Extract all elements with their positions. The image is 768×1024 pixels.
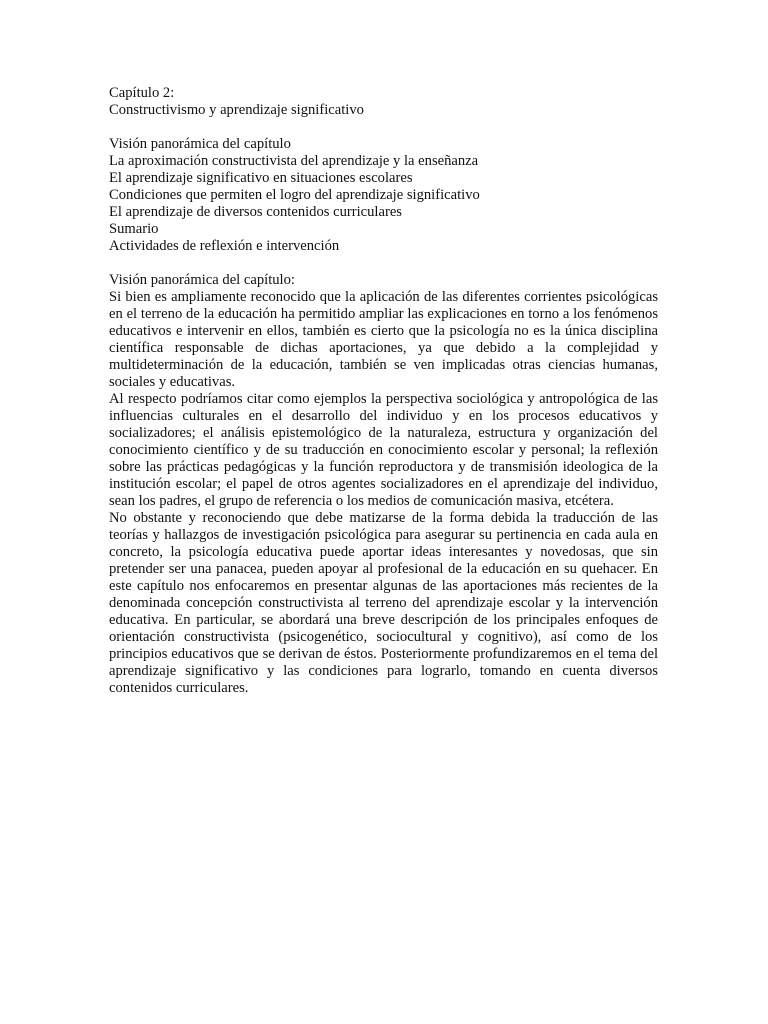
section-body	[109, 272, 658, 697]
table-of-contents	[109, 136, 658, 255]
toc-item: Sumario	[109, 221, 159, 237]
toc-item: La aproximación constructivista del aprendizaje y la enseñanza	[109, 153, 479, 169]
document-page	[109, 85, 658, 697]
toc-item: Actividades de reflexión e intervención	[109, 238, 340, 254]
chapter-number: Capítulo 2:	[109, 85, 175, 101]
spacer	[109, 255, 658, 272]
body-paragraph: Al respecto podríamos citar como ejemplos la perspectiva sociológica y antropológica de las influencias culturales en el desarrollo del individuo y en los procesos educativos y socializadores; el análisis epistemológico de la naturaleza, estructura y organización del conocimiento científico y de su traducción en conocimiento escolar y personal; la reflexión sobre las prácticas pedagógicas y la función reproductora y de transmisión ideologica de la institución escolar; el papel de otros agentes socializadores en el aprendizaje del individuo, sean los padres, el grupo de referencia o los medios de comunicación masiva, etcétera.	[109, 391, 658, 509]
toc-item: El aprendizaje significativo en situaciones escolares	[109, 170, 413, 186]
toc-item: Visión panorámica del capítulo	[109, 136, 291, 152]
toc-item: El aprendizaje de diversos contenidos curriculares	[109, 204, 402, 220]
body-paragraph: Si bien es ampliamente reconocido que la aplicación de las diferentes corrientes psicológicas en el terreno de la educación ha permitido ampliar las explicaciones en torno a los fenómenos educativos e intervenir en ellos, también es cierto que la psicología no es la única disciplina científica responsable de dichas aportaciones, ya que debido a la complejidad y multideterminación de la educación, también se ven implicadas otras ciencias humanas, sociales y educativas.	[109, 289, 658, 390]
section-heading: Visión panorámica del capítulo:	[109, 272, 295, 288]
body-paragraph: No obstante y reconociendo que debe matizarse de la forma debida la traducción de las teorías y hallazgos de investigación psicológica para asegurar su pertinencia en cada aula en concreto, la psicología educativa puede aportar ideas interesantes y novedosas, que sin pretender ser una panacea, pueden apoyar al profesional de la educación en su quehacer. En este capítulo nos enfocaremos en presentar algunas de las aportaciones más recientes de la denominada concepción constructivista al terreno del aprendizaje escolar y la intervención educativa. En particular, se abordará una breve descripción de los principales enfoques de orientación constructivista (psicogenético, sociocultural y cognitivo), así como de los principios educativos que se derivan de éstos. Posteriormente profundizaremos en el tema del aprendizaje significativo y las condiciones para lograrlo, tomando en cuenta diversos contenidos curriculares.	[109, 510, 658, 696]
toc-item: Condiciones que permiten el logro del aprendizaje significativo	[109, 187, 480, 203]
spacer	[109, 119, 658, 136]
chapter-title: Constructivismo y aprendizaje significativo	[109, 102, 364, 118]
chapter-header	[109, 85, 658, 119]
